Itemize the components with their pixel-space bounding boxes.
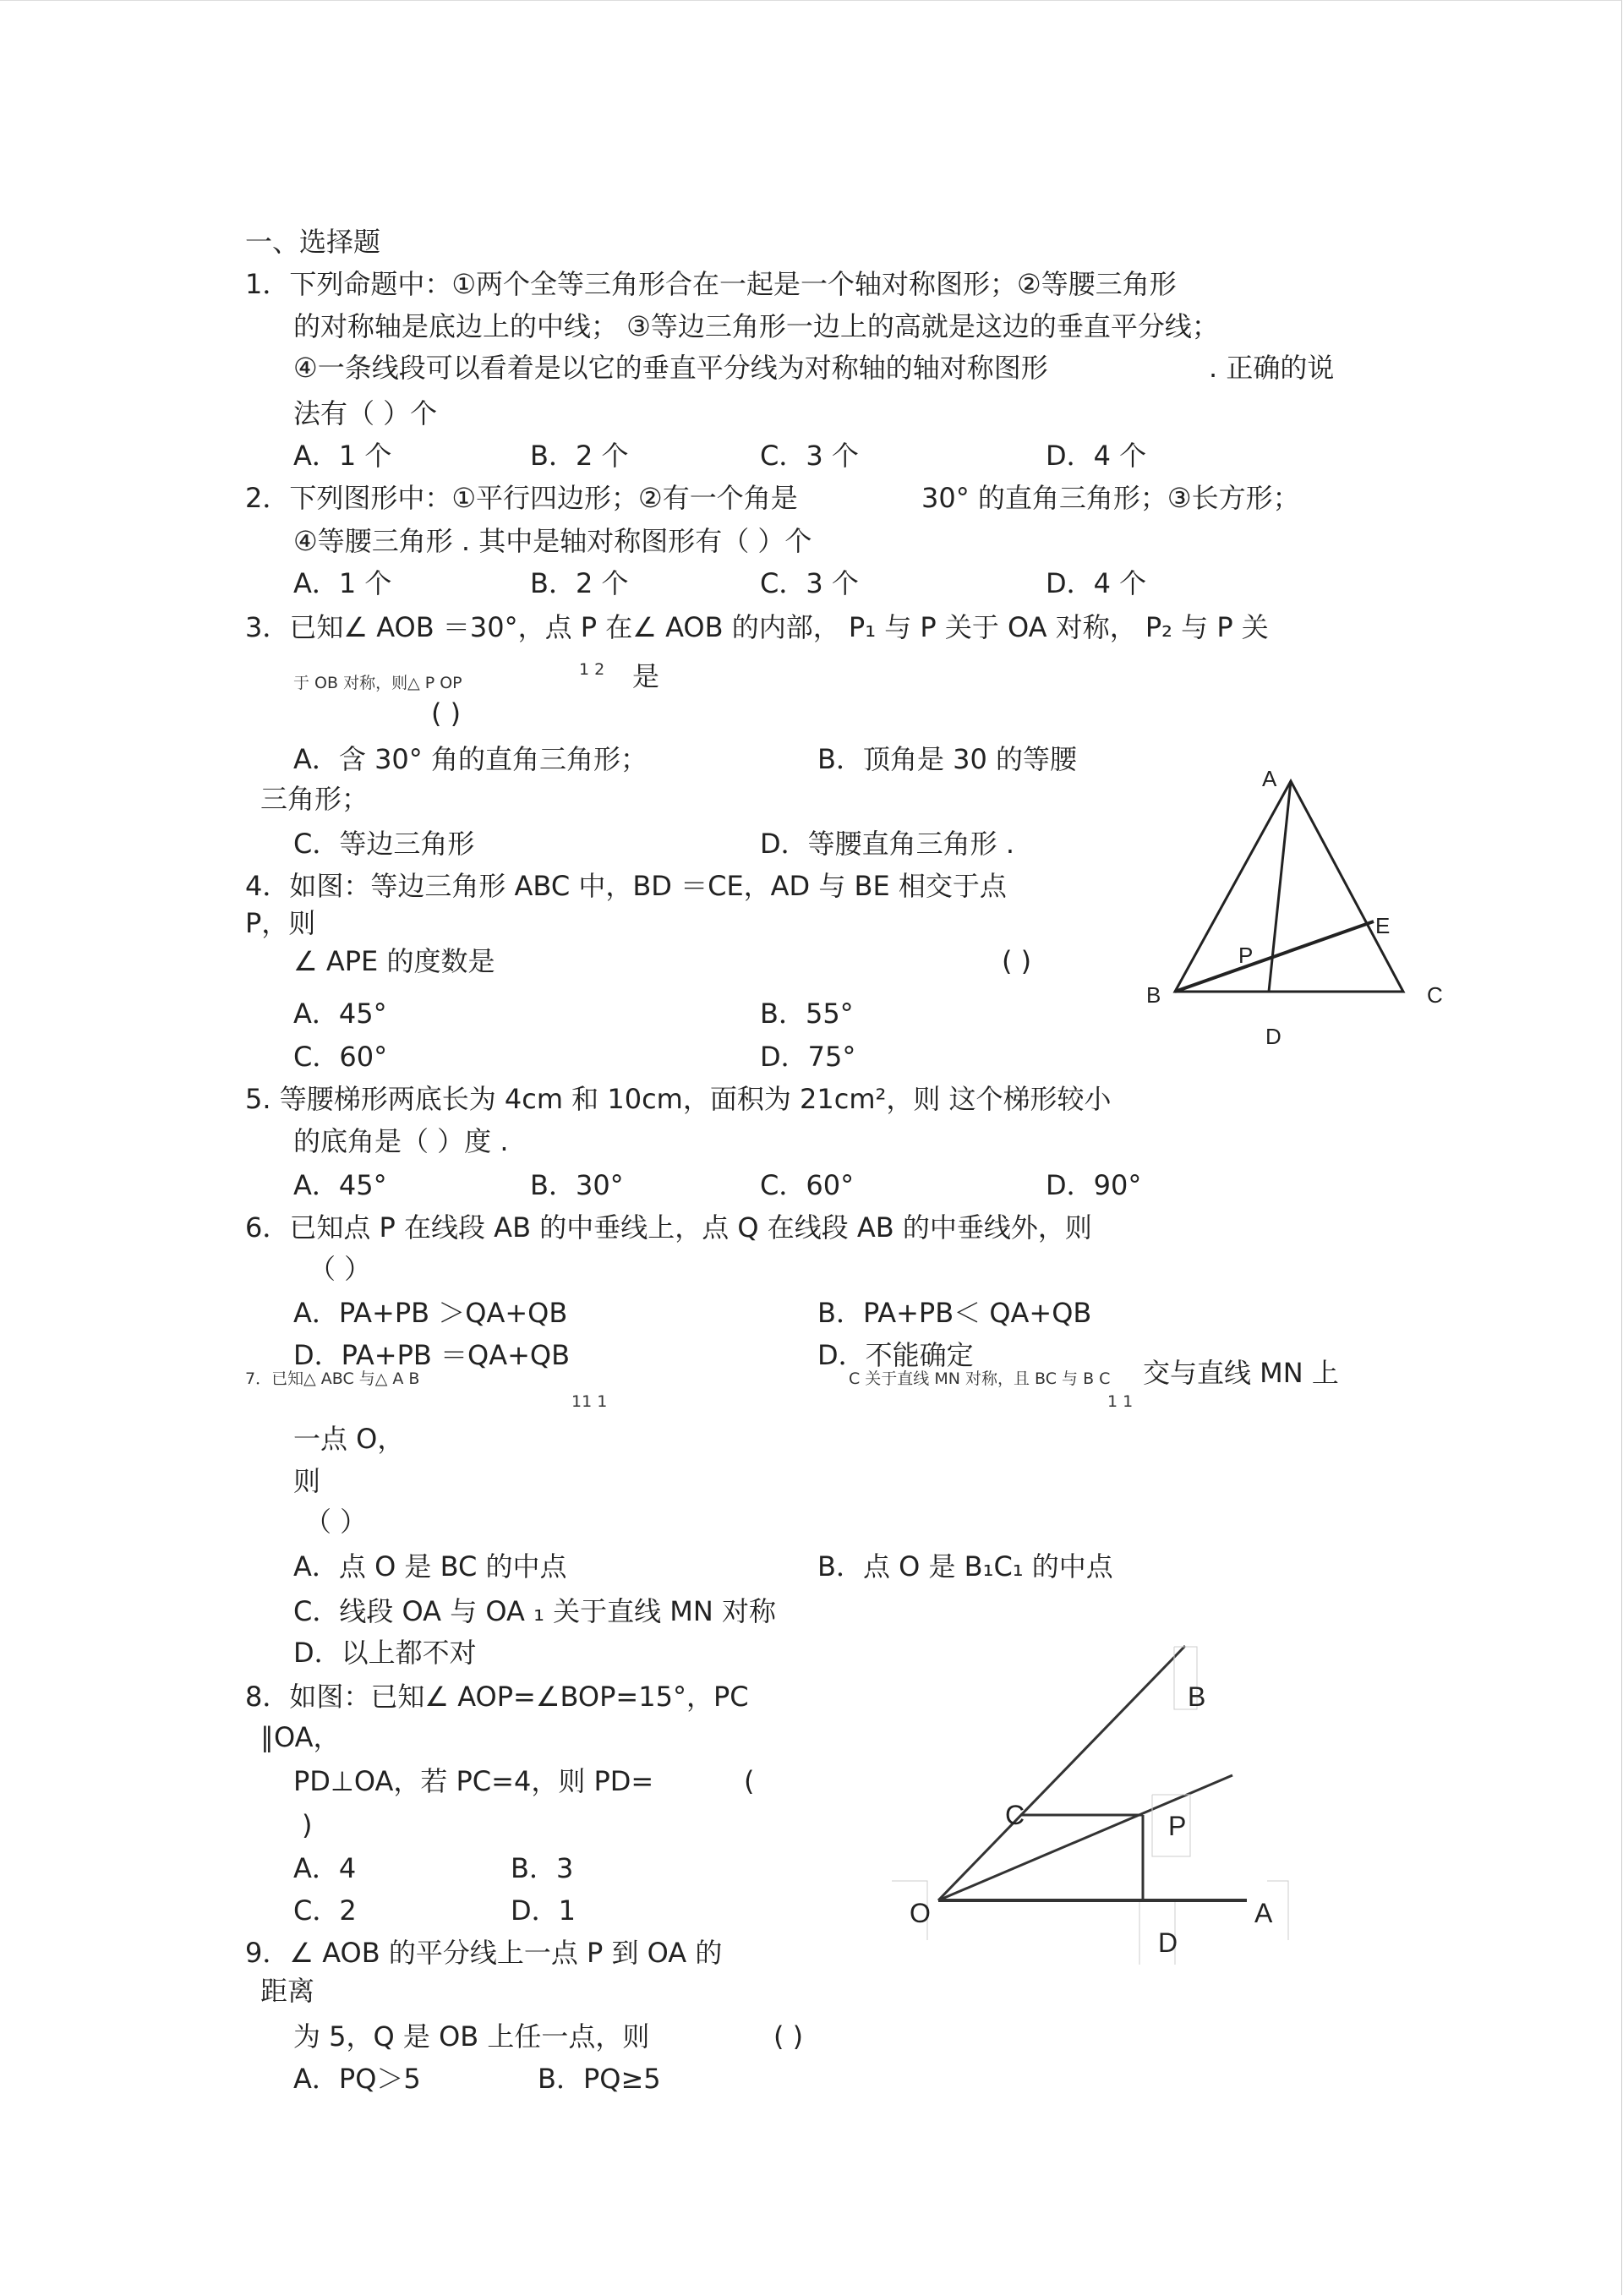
section-title: 一、选择题 (245, 226, 381, 258)
q3-text: 3．已知∠ AOB ＝30°，点 P 在∠ AOB 的内部， P₁ 与 P 关于 OA 对称， P₂ 与 P 关 (245, 611, 1269, 643)
q9-answer-paren: ( ) (773, 2020, 804, 2053)
q1-option-b: B．2 个 (530, 440, 629, 472)
q9-text: 为 5，Q 是 OB 上任一点，则 (293, 2020, 650, 2053)
q5-option-d: D．90° (1046, 1169, 1142, 1201)
q5-option-b: B．30° (530, 1169, 624, 1201)
q8-text: ∥OA， (260, 1721, 341, 1753)
q8-answer-paren: ) (302, 1809, 313, 1841)
q8-option-d: D．1 (511, 1894, 577, 1927)
q2-text: ④等腰三角形 . 其中是轴对称图形有（ ）个 (293, 525, 812, 557)
q8-label-b: B (1188, 1681, 1206, 1712)
q6-option-b: B．PA+PB＜ QA+QB (817, 1297, 1092, 1329)
q2-text: 2．下列图形中：①平行四边形；②有一个角是 (245, 482, 798, 514)
q1-text: ④一条线段可以看着是以它的垂直平分线为对称轴的轴对称图形 (293, 352, 1048, 384)
q4-text: ∠ APE 的度数是 (293, 945, 495, 977)
q4-label-c: C (1427, 982, 1443, 1008)
q4-label-b: B (1146, 982, 1161, 1008)
q7-text: 则 (293, 1465, 321, 1497)
q5-text: 5. 等腰梯形两底长为 4cm 和 10cm，面积为 21cm²，则 这个梯形较小 (245, 1083, 1112, 1115)
q8-text: 8．如图：已知∠ AOP=∠BOP=15°，PC (245, 1681, 749, 1713)
q4-answer-paren: ( ) (1002, 945, 1032, 977)
q1-text: 1．下列命题中：①两个全等三角形合在一起是一个轴对称图形；②等腰三角形 (245, 268, 1177, 300)
q6-text: 6．已知点 P 在线段 AB 的中垂线上，点 Q 在线段 AB 的中垂线外，则 (245, 1211, 1092, 1244)
q7-subscripts: 11 1 (571, 1392, 608, 1411)
q3-option-c: C．等边三角形 (293, 828, 475, 860)
q4-option-d: D．75° (760, 1041, 856, 1073)
q4-triangle-figure (1175, 781, 1403, 992)
q6-answer-paren: （ ） (309, 1253, 372, 1285)
q8-option-c: C．2 (293, 1894, 357, 1927)
q1-text: . 正确的说 (1209, 352, 1335, 384)
q5-option-c: C．60° (760, 1169, 855, 1201)
q8-label-c: C (1005, 1800, 1025, 1830)
ray-op (938, 1775, 1232, 1900)
q8-label-frames (892, 1647, 1288, 1965)
ray-ob (938, 1646, 1185, 1900)
q7-text-small: 7．已知△ ABC 与△ A B (245, 1369, 420, 1388)
q3-option-b: B．顶角是 30 的等腰 (817, 743, 1078, 775)
q2-option-a: A．1 个 (293, 567, 392, 599)
q8-option-a: A．4 (293, 1852, 357, 1884)
q4-option-a: A．45° (293, 998, 387, 1030)
q4-text: 4．如图：等边三角形 ABC 中，BD ＝CE，AD 与 BE 相交于点 (245, 870, 1007, 902)
q7-answer-paren: （ ） (304, 1506, 368, 1538)
q8-option-b: B．3 (511, 1852, 574, 1884)
q2-option-c: C．3 个 (760, 567, 859, 599)
q3-option-a: A．含 30° 角的直角三角形； (293, 743, 648, 775)
q1-option-d: D．4 个 (1046, 440, 1147, 472)
q1-option-a: A．1 个 (293, 440, 392, 472)
q9-text: 9．∠ AOB 的平分线上一点 P 到 OA 的 (245, 1937, 723, 1969)
q8-label-d: D (1158, 1927, 1178, 1958)
q1-text: 的对称轴是底边上的中线； ③等边三角形一边上的高就是这边的垂直平分线； (293, 310, 1219, 342)
q6-option-c: D．PA+PB ＝QA+QB (293, 1339, 571, 1371)
q3-option-d: D．等腰直角三角形 . (760, 828, 1014, 860)
q7-option-a: A．点 O 是 BC 的中点 (293, 1550, 567, 1583)
q8-text: PD⊥OA，若 PC=4，则 PD= (293, 1765, 654, 1797)
q7-text: 交与直线 MN 上 (1143, 1357, 1339, 1389)
q4-text: P，则 (245, 907, 316, 939)
q6-option-a: A．PA+PB ＞QA+QB (293, 1297, 568, 1329)
q7-option-b: B．点 O 是 B₁C₁ 的中点 (817, 1550, 1113, 1583)
q7-text: 一点 O， (293, 1423, 405, 1455)
q4-option-c: C．60° (293, 1041, 388, 1073)
q5-text: 的底角是（ ）度 . (293, 1125, 509, 1157)
q7-option-c: C．线段 OA 与 OA ₁ 关于直线 MN 对称 (293, 1595, 776, 1627)
q6-option-d: D．不能确定 (817, 1339, 974, 1371)
q3-option-b-cont: 三角形； (260, 783, 369, 815)
q1-text: 法有（ ）个 (293, 397, 438, 429)
q4-label-p: P (1238, 943, 1254, 968)
q4-option-b: B．55° (760, 998, 854, 1030)
q3-answer-paren: ( ) (431, 697, 462, 730)
q3-subscripts: 1 2 (579, 660, 605, 679)
q9-option-b: B．PQ≥5 (538, 2063, 661, 2095)
q8-label-o: O (910, 1898, 931, 1928)
q5-option-a: A．45° (293, 1169, 387, 1201)
q8-label-a: A (1254, 1898, 1273, 1928)
q4-label-a: A (1262, 766, 1277, 791)
triangle-abc (1175, 781, 1403, 992)
q2-option-d: D．4 个 (1046, 567, 1147, 599)
q2-option-b: B．2 个 (530, 567, 629, 599)
q7-option-d: D．以上都不对 (293, 1637, 477, 1669)
q8-label-p: P (1168, 1811, 1187, 1841)
q7-text-small: C 关于直线 MN 对称，且 BC 与 B C (849, 1369, 1111, 1388)
q7-subscripts: 1 1 (1107, 1392, 1134, 1411)
q3-text-small: 于 OB 对称，则△ P OP (293, 674, 462, 692)
q4-label-d: D (1265, 1024, 1281, 1049)
q9-text: 距离 (260, 1975, 315, 2007)
q1-option-c: C．3 个 (760, 440, 859, 472)
q9-option-a: A．PQ＞5 (293, 2063, 421, 2095)
q8-answer-paren: ( (744, 1765, 755, 1797)
q2-text: 30° 的直角三角形；③长方形； (921, 482, 1300, 514)
q3-text: 是 (632, 660, 660, 692)
q4-label-e: E (1375, 913, 1391, 938)
